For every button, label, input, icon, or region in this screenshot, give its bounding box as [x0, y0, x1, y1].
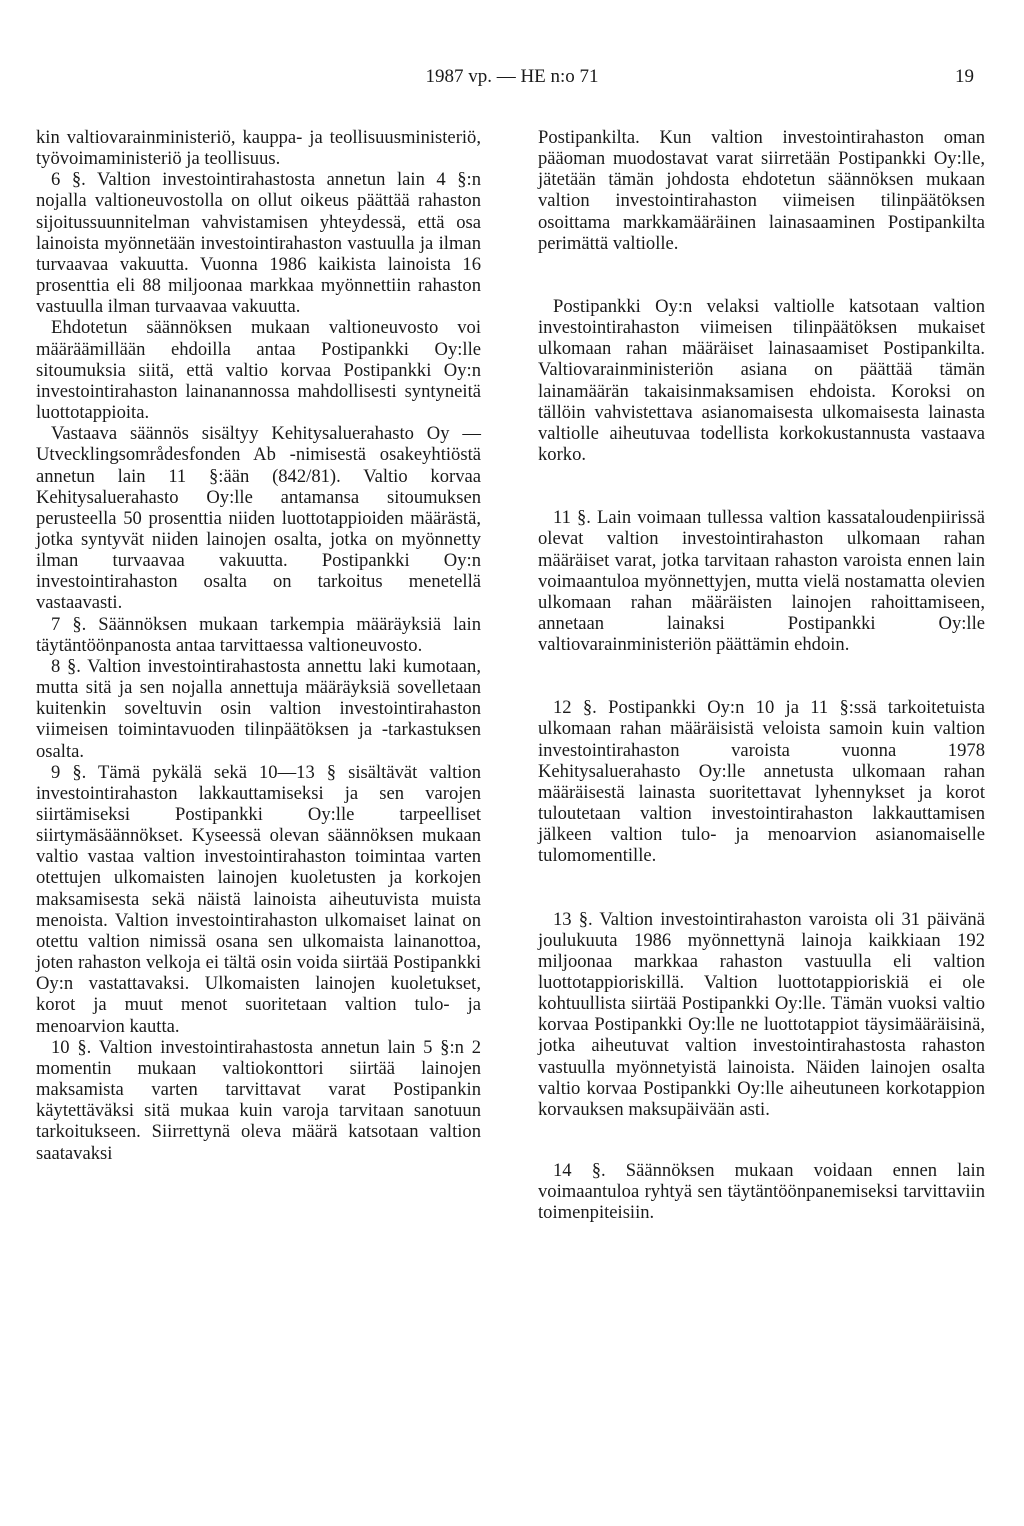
- page-number: 19: [955, 66, 974, 87]
- header-title: 1987 vp. — HE n:o 71: [425, 66, 599, 87]
- paragraph-section-13: 13 §. Valtion investointirahaston varoista oli 31 päivänä joulukuuta 1986 myönnettynä lainoja kaikkiaan 192 miljoonaa markkaa rahaston vastuulla eli valtion luottotappioriskillä. Valtion luottotappioriskiä ei ole kohtuullista siirtää Postipankki Oy:lle. Tämän vuoksi valtio korvaa Postipankki Oy:lle ne luottotappiot täysimääräisinä, jotka aiheutuvat valtion investointirahastosta rahaston vastuulla myönnetyistä lainoista. Näiden lainojen osalta valtio korvaa Postipankki Oy:lle aiheutuneen korkotappion korvauksen maksupäivään asti.: [538, 908, 985, 1120]
- paragraph-continuation: kin valtiovarainministeriö, kauppa- ja teollisuusministeriö, työvoimaministeriö ja teollisuus.: [36, 127, 481, 170]
- left-column: [36, 127, 481, 1164]
- paragraph-section-8: 8 §. Valtion investointirahastosta annettu laki kumotaan, mutta sitä ja sen nojalla annettuja määräyksiä sovelletaan kuitenkin soveltuvin osin valtion investointirahaston viimeisen toimintavuoden tilinpäätöksen ja -tarkastuksen osalta.: [36, 655, 481, 762]
- paragraph-section-6: 6 §. Valtion investointirahastosta annetun lain 4 §:n nojalla valtioneuvostolla on ollut oikeus päättää rahaston sijoitussuunnitelman vahvistamisen yhteydessä, että osa lainoista myönnetään investointirahaston vastuulla ja ilman turvaavaa vakuutta. Vuonna 1986 kaikista lainoista 16 prosenttia eli 88 miljoonaa markkaa myönnettiin rahaston vastuulla ilman turvaavaa vakuutta.: [36, 169, 481, 318]
- paragraph-section-6-proposal: Ehdotetun säännöksen mukaan valtioneuvosto voi määräämillään ehdoilla antaa Postipankki Oy:lle sitoumuksia siitä, että valtio korvaa Postipankki Oy:n investointirahaston lainanannossa mahdollisesti syntyneitä luottotappioita.: [36, 317, 481, 424]
- paragraph-section-11: 11 §. Lain voimaan tullessa valtion kassataloudenpiirissä olevat valtion investointirahaston ulkomaan rahan määräiset varat, jotka tarvitaan rahaston varoista ennen lain voimaantuloa myönnettyjen, mutta vielä nostamatta olevien ulkomaan rahan määräisten lainojen rahoittamiseen, annetaan lainaksi Postipankki Oy:lle valtiovarainministeriön päättämin ehdoin.: [538, 507, 985, 656]
- paragraph-section-10-continued: Postipankilta. Kun valtion investointirahaston oman pääoman muodostavat varat siirretään Postipankki Oy:lle, jätetään tämän johdosta ehdotetun säännöksen mukaan valtion investointirahaston viimeisen tilinpäätöksen osoittama markkamääräinen lainasaaminen Postipankilta perimättä valtiolle.: [538, 127, 985, 254]
- paragraph-section-6-comparison: Vastaava säännös sisältyy Kehitysaluerahasto Oy — Utvecklingsområdesfonden Ab -nimisestä osakeyhtiöstä annetun lain 11 §:ään (842/81). Valtio korvaa Kehitysaluerahasto Oy:lle antamansa sitoumuksen perusteella 50 prosenttia niiden luottotappioiden määrästä, jotka syntyvät niiden lainojen osalta, jotka on myönnetty ilman turvaavaa vakuutta. Postipankki Oy:n investointirahaston osalta on tarkoitus menetellä vastaavasti.: [36, 423, 481, 614]
- page-header: [0, 66, 1024, 96]
- paragraph-section-12: 12 §. Postipankki Oy:n 10 ja 11 §:ssä tarkoitetuista ulkomaan rahan määräisistä veloista samoin kuin valtion investointirahaston varoista vuonna 1978 Kehitysaluerahasto Oy:lle annetusta ulkomaan rahan määräisestä lainasta suoritettavat lyhennykset ja korot tuloutetaan valtion investointirahaston lakkauttamisen jälkeen valtion tulo- ja menoarvion asianomaiselle tulomomentille.: [538, 697, 985, 867]
- paragraph-section-14: 14 §. Säännöksen mukaan voidaan ennen lain voimaantuloa ryhtyä sen täytäntöönpanemiseksi tarvittaviin toimenpiteisiin.: [538, 1160, 985, 1224]
- paragraph-section-10: 10 §. Valtion investointirahastosta annetun lain 5 §:n 2 momentin mukaan valtiokonttori siirtää lainojen maksamista varten tarvittavat varat Postipankin käytettäväksi sitä mukaa kuin varoja tarvitaan sanotuun tarkoitukseen. Siirrettynä oleva määrä katsotaan valtion saatavaksi: [36, 1036, 481, 1164]
- right-column: [538, 127, 985, 1224]
- paragraph-section-10-debt: Postipankki Oy:n velaksi valtiolle katsotaan valtion investointirahaston viimeisen tilinpäätöksen mukaiset ulkomaan rahan määräiset lainasaamiset Postipankilta. Valtiovarainministeriön asiana on päättää tämän lainamäärän takaisinmaksamisen ehdoista. Koroksi on tällöin vahvistettava asianomaisesta ulkomaisesta lainasta valtiolle aiheutuvaa todellista korkokustannusta vastaava korko.: [538, 295, 985, 466]
- paragraph-section-7: 7 §. Säännöksen mukaan tarkempia määräyksiä lain täytäntöönpanosta antaa tarvittaessa valtioneuvosto.: [36, 613, 481, 656]
- paragraph-section-9: 9 §. Tämä pykälä sekä 10—13 § sisältävät valtion investointirahaston lakkauttamiseksi ja sen varojen siirtämiseksi Postipankki Oy:lle tarpeelliset siirtymäsäännökset. Kyseessä olevan säännöksen mukaan valtio vastaa valtion investointirahaston toimintaa varten otettujen ulkomaisten lainojen kuoletusten ja korkojen maksamisesta sekä näistä lainoista aiheutuvista muista menoista. Valtion investointirahaston ulkomaiset lainat on otettu valtion nimissä osana sen ulkomaista lainanottoa, joten rahaston velkoja ei tältä osin voida siirtää Postipankki Oy:n vastattavaksi. Ulkomaisten lainojen kuoletukset, korot ja muut menot suoritetaan valtion tulo- ja menoarvion kautta.: [36, 761, 481, 1037]
